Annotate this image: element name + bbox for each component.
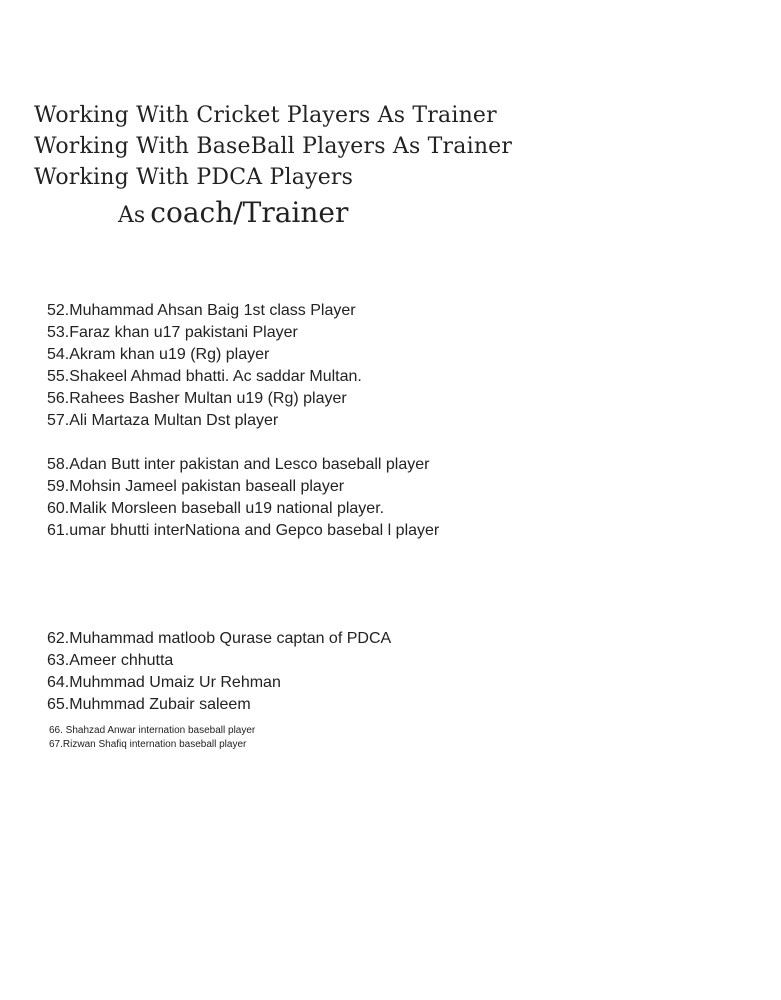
list-item: 65.Muhmmad Zubair saleem xyxy=(47,696,251,713)
list-item: 64.Muhmmad Umaiz Ur Rehman xyxy=(47,674,281,691)
heading-line-pdca: Working With PDCA Players xyxy=(34,165,354,190)
list-item: 61.umar bhutti interNationa and Gepco basebal l player xyxy=(47,522,440,539)
heading-line-baseball: Working With BaseBall Players As Trainer xyxy=(34,134,513,159)
list-item: 63.Ameer chhutta xyxy=(47,652,174,669)
list-item: 67.Rizwan Shafiq internation baseball player xyxy=(49,739,247,750)
players-list-group-1 xyxy=(47,300,487,432)
list-item: 55.Shakeel Ahmad bhatti. Ac saddar Multan. xyxy=(47,368,362,385)
list-item: 57.Ali Martaza Multan Dst player xyxy=(47,412,279,429)
heading-coach-prefix: As xyxy=(118,203,146,228)
list-item: 54.Akram khan u19 (Rg) player xyxy=(47,346,270,363)
heading-coach-role: coach/Trainer xyxy=(150,196,349,229)
list-item: 53.Faraz khan u17 pakistani Player xyxy=(47,324,298,341)
list-item: 52.Muhammad Ahsan Baig 1st class Player xyxy=(47,302,356,319)
players-list-group-3 xyxy=(47,628,487,716)
players-list-small xyxy=(49,724,255,752)
list-item: 66. Shahzad Anwar internation baseball player xyxy=(49,725,256,736)
list-item: 62.Muhammad matloob Qurase captan of PDCA xyxy=(47,630,392,647)
list-item: 56.Rahees Basher Multan u19 (Rg) player xyxy=(47,390,347,407)
players-list-group-2 xyxy=(47,454,487,542)
list-item: 59.Mohsin Jameel pakistan baseall player xyxy=(47,478,345,495)
list-item: 60.Malik Morsleen baseball u19 national player. xyxy=(47,500,385,517)
list-item: 58.Adan Butt inter pakistan and Lesco baseball player xyxy=(47,456,430,473)
heading-block xyxy=(34,100,594,193)
heading-coach-line xyxy=(118,196,348,229)
heading-line-cricket: Working With Cricket Players As Trainer xyxy=(34,103,497,128)
